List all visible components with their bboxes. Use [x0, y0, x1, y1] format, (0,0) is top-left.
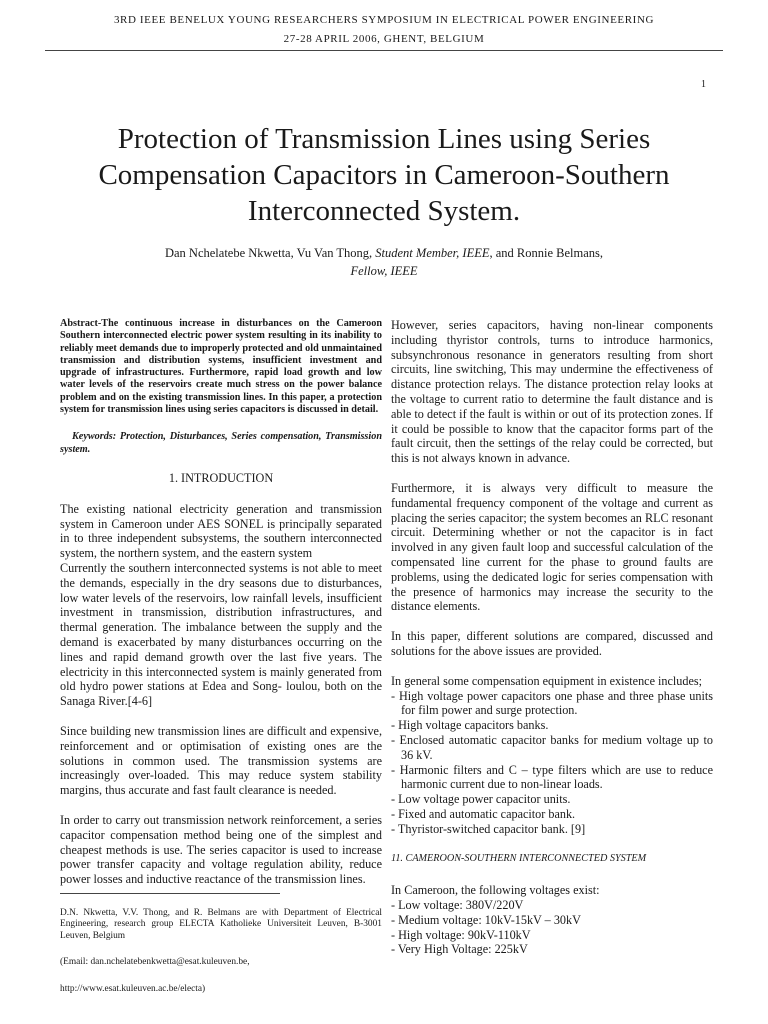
- author-and: , and Ronnie Belmans,: [489, 246, 604, 260]
- list-item: - Enclosed automatic capacitor banks for medium voltage up to 36 kV.: [391, 732, 713, 762]
- intro-paragraph-2: Currently the southern interconnected systems is not able to meet the demands, especially in the dry seasons due to disturbances, low water levels of the reservoirs, low rainfall levels, insufficient investment in transmission, distribution infrastructures, and thermal generation. The imbalance between the supply and the demand is exacerbated by many disturbances occurring on the lines and rapid demand growth over the last five years. The electricity in this interconnected system is mainly generated from old hydro power stations at Edea and Song- loulou, both on the Sanaga River.[4-6]: [60, 560, 382, 709]
- author-role-1: Student Member, IEEE: [375, 246, 490, 260]
- body-paragraph-5: In Cameroon, the following voltages exist:: [391, 883, 600, 898]
- body-paragraph-4: In general some compensation equipment in existence includes;: [391, 673, 703, 688]
- body-paragraph-2: Furthermore, it is always very difficult to measure the fundamental frequency component of the voltage and current as placing the series capacitor; the system becomes an RLC resonant circuit. Determining whether or not the capacitor is in fact involved in any given fault loop and successful calculation of the compensated line current for the phase to ground faults are problems, using the dedicated logic for series compensation with the presence of harmonics may increase the security to the distance elements.: [391, 480, 713, 614]
- list-item: - Thyristor-switched capacitor bank. [9]: [391, 821, 586, 836]
- abstract: Abstract-The continuous increase in disturbances on the Cameroon Southern interconnected electric power system resulting in its inability to reliably meet demands due to improperly protected and old unmaintained transmission and distribution systems, insufficient investment and upgrade of infrastructures. Furthermore, rapid load growth and low water levels of the reservoirs create much stress on the power balance problem and on the existing transmission lines. In this paper, a protection system for transmission lines using series capacitors is discussed in detail.: [60, 318, 382, 416]
- body-paragraph-1: However, series capacitors, having non-linear components including thyristor controls, turns to introduce harmonics, subsynchronous resonance in generators resulting from short circuits, line switching, This may undermine the effectiveness of distance protection relays. The distance protection relay looks at the voltage to current ratio to determine the fault distance and is able to detect if the fault is within or out of its protection zones. If it could be possible to know that the capacitor forms part of the fault circuit, then the settings of the relay could be corrected, but this is not always known in advance.: [391, 318, 713, 466]
- section-heading-introduction: 1. INTRODUCTION: [168, 470, 274, 485]
- list-item: - High voltage: 90kV-110kV: [391, 927, 531, 942]
- list-item: - Medium voltage: 10kV-15kV – 30kV: [391, 912, 581, 927]
- list-item: - Low voltage: 380V/220V: [391, 898, 524, 913]
- list-item: - Harmonic filters and C – type filters which are use to reduce harmonic current due to non-linear loads.: [391, 762, 713, 792]
- body-paragraph-3: In this paper, different solutions are compared, discussed and solutions for the above issues are provided.: [391, 629, 713, 658]
- author-role-2: Fellow, IEEE: [350, 264, 418, 278]
- list-item: - Very High Voltage: 225kV: [391, 942, 528, 957]
- paper-title: Protection of Transmission Lines using Series Compensation Capacitors in Cameroon-Southern Interconnected System.: [98, 123, 670, 227]
- voltage-list: [391, 898, 713, 957]
- section-heading-cameroon-system: 11. CAMEROON-SOUTHERN INTERCONNECTED SYSTEM: [391, 852, 647, 864]
- left-column: [60, 318, 382, 1010]
- footnote-email: (Email: dan.nchelatebenkwetta@esat.kuleuven.be,: [60, 957, 250, 968]
- footnote-rule: [60, 893, 280, 894]
- list-item: - High voltage capacitors banks.: [391, 718, 549, 733]
- intro-paragraph-3: Since building new transmission lines are difficult and expensive, reinforcement and or optimisation of existing ones are the solutions in common used. The transmission systems are increasingly over-loaded. This may reduce system stability margins, thus accurate and fast fault clearance is needed.: [60, 723, 382, 798]
- keywords: Keywords: Protection, Disturbances, Series compensation, Transmission system.: [60, 431, 382, 455]
- equipment-list: [391, 689, 713, 837]
- right-column: [391, 318, 713, 972]
- list-item: - High voltage power capacitors one phase and three phase units for film power and surge protection.: [391, 688, 713, 718]
- list-item: - Low voltage power capacitor units.: [391, 792, 571, 807]
- conference-header: 3RD IEEE BENELUX YOUNG RESEARCHERS SYMPOSIUM IN ELECTRICAL POWER ENGINEERING: [113, 14, 655, 26]
- conference-date: 27-28 APRIL 2006, GHENT, BELGIUM: [283, 33, 485, 45]
- author-names: Dan Nchelatebe Nkwetta, Vu Van Thong,: [164, 246, 376, 260]
- page-number: 1: [701, 79, 706, 90]
- list-item: - Fixed and automatic capacitor bank.: [391, 806, 576, 821]
- header-rule: [45, 50, 723, 51]
- footnote: D.N. Nkwetta, V.V. Thong, and R. Belmans are with Department of Electrical Engineering, research group ELECTA Katholieke Universiteit Leuven, B-3001 Leuven, Belgium: [60, 907, 382, 941]
- author-line: [80, 244, 688, 280]
- intro-paragraph-4: In order to carry out transmission network reinforcement, a series capacitor compensation method being one of the simplest and cheapest methods is use. The series capacitor is used to increase power transfer capacity and voltage regulation ability, reduce power losses and inductive reactance of the transmission lines.: [60, 812, 382, 887]
- intro-paragraph-1: The existing national electricity generation and transmission system in Cameroon under AES SONEL is principally separated in to three independent subsystems, the southern interconnected system, the northern system, and the eastern system: [60, 501, 382, 561]
- footnote-url: http://www.esat.kuleuven.ac.be/electa): [60, 983, 206, 994]
